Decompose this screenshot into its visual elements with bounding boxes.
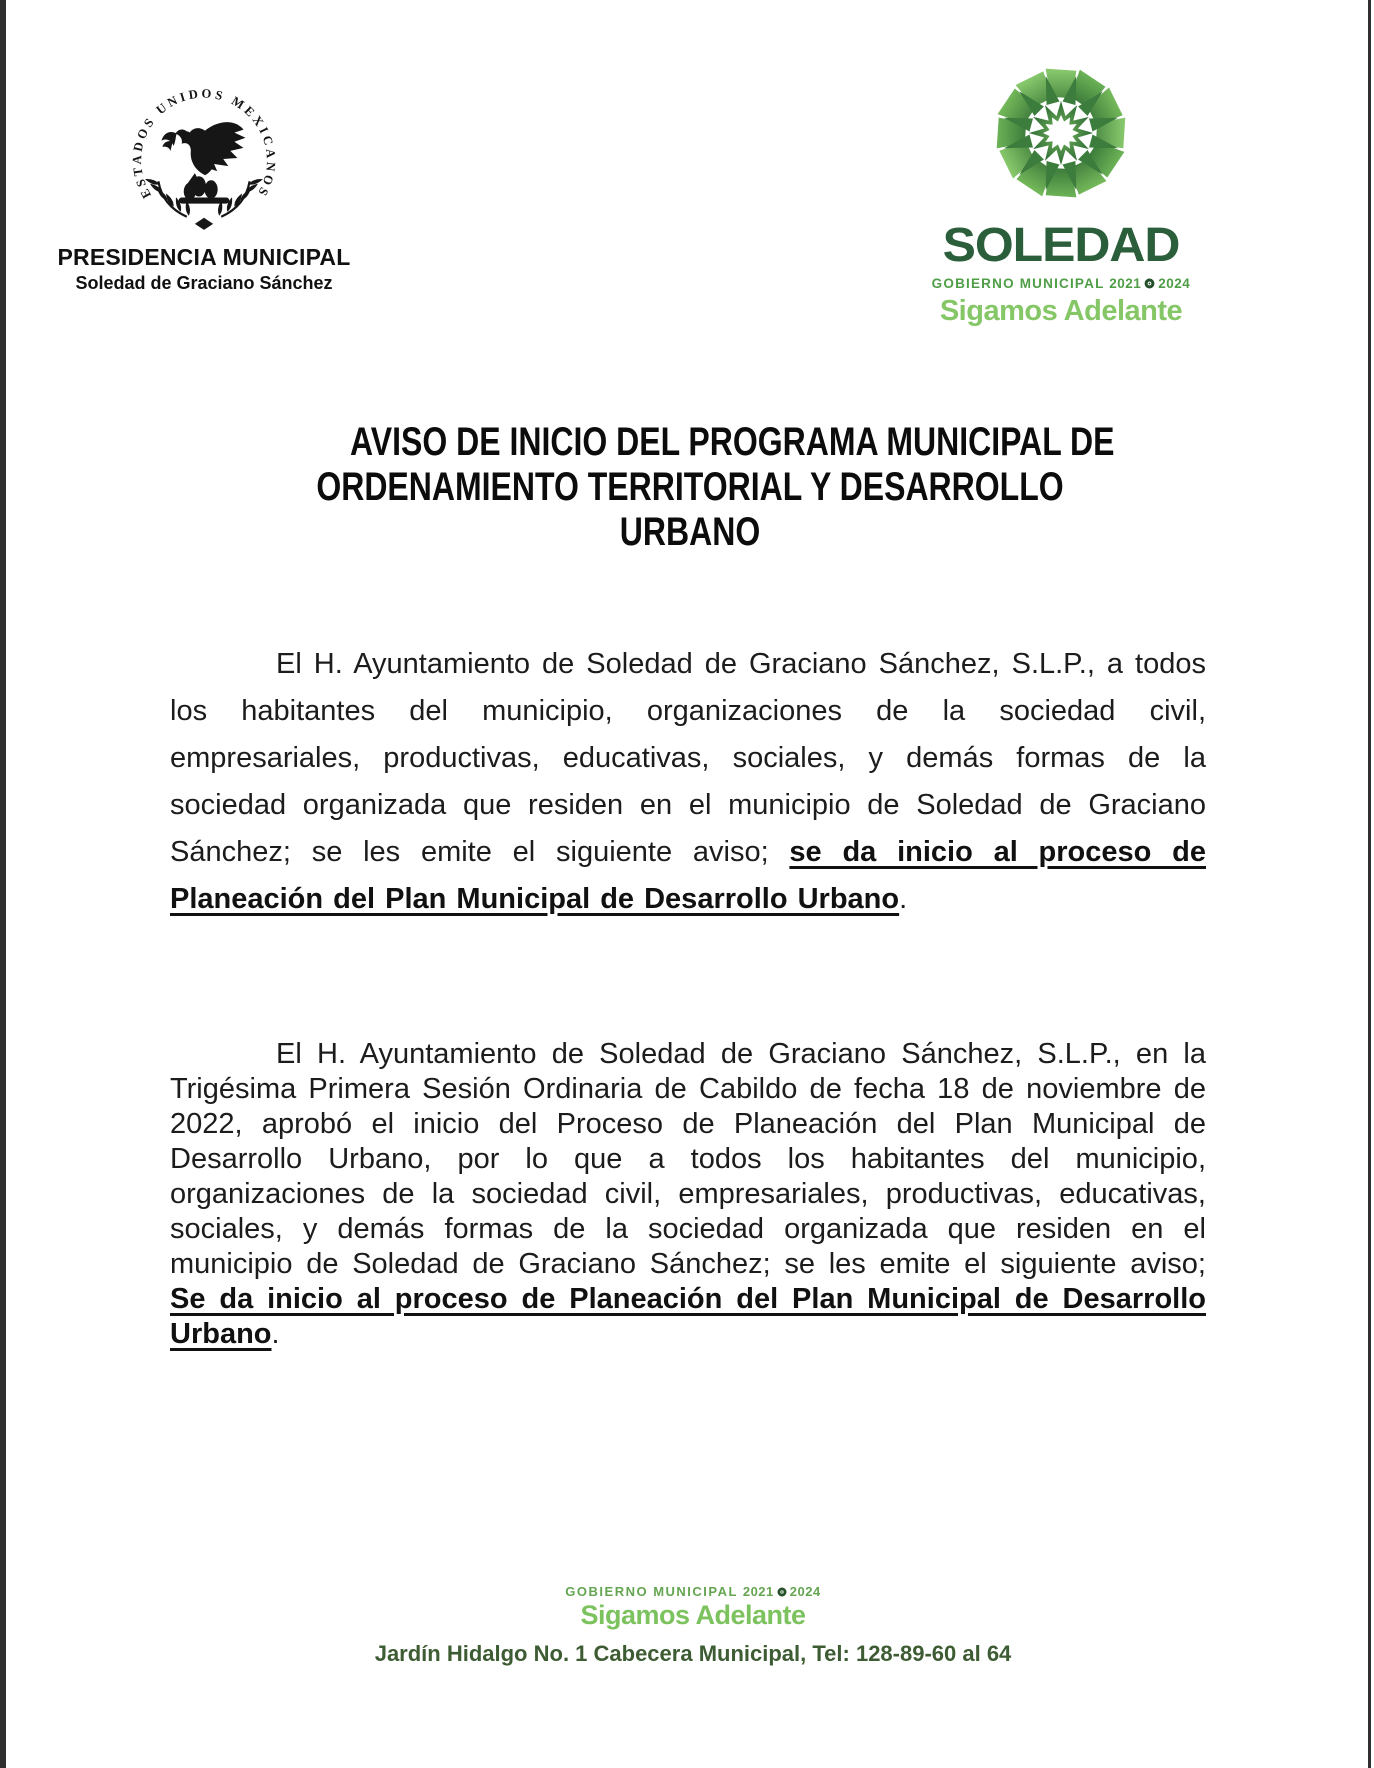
paragraph-text: El H. Ayuntamiento de Soledad de Graciano Sánchez, S.L.P., a todos los habitantes del municipio, organizaciones de la sociedad civil, empresariales, productivas, educativas, sociales, y demás formas de la sociedad organizada que residen en el municipio de Soledad de Graciano Sánchez; se les emite el siguiente aviso; xyxy=(170,648,1206,868)
gov-year-end: 2024 xyxy=(789,1584,821,1599)
gov-year-end: 2024 xyxy=(1158,276,1191,291)
page-footer xyxy=(173,1584,1213,1667)
soledad-starburst-logo-icon xyxy=(994,66,1128,200)
notice-paragraph-2 xyxy=(170,1037,1206,1352)
gov-year-start: 2021 xyxy=(1109,276,1142,291)
presidencia-subtitle: Soledad de Graciano Sánchez xyxy=(75,273,333,293)
notice-title-line: URBANO xyxy=(619,510,761,554)
footer-government-line xyxy=(173,1584,1213,1599)
gov-year-start: 2021 xyxy=(742,1584,774,1599)
mexico-coat-of-arms-icon xyxy=(128,84,280,236)
paragraph-closing: . xyxy=(899,883,908,915)
presidencia-header xyxy=(24,84,384,294)
notice-title-line: AVISO DE INICIO DEL PROGRAMA MUNICIPAL DE xyxy=(350,420,1115,464)
footer-slogan: Sigamos Adelante xyxy=(580,1600,806,1630)
soledad-brand-header xyxy=(930,66,1192,328)
gov-label: GOBIERNO MUNICIPAL xyxy=(931,276,1105,291)
brand-wordmark: SOLEDAD xyxy=(942,219,1180,272)
gov-label: GOBIERNO MUNICIPAL xyxy=(565,1584,738,1599)
notice-title-line: ORDENAMIENTO TERRITORIAL Y DESARROLLO xyxy=(316,465,1064,509)
paragraph-closing: . xyxy=(271,1318,280,1350)
scan-edge-right xyxy=(1368,0,1371,1768)
brand-slogan: Sigamos Adelante xyxy=(939,295,1183,327)
paragraph-emphasis: se da inicio al proceso de Planeación del Plan Municipal de Desarrollo Urbano xyxy=(170,836,1206,915)
paragraph-emphasis: Se da inicio al proceso de Planeación del Plan Municipal de Desarrollo Urbano xyxy=(170,1283,1206,1350)
paragraph-text: El H. Ayuntamiento de Soledad de Graciano Sánchez, S.L.P., en la Trigésima Primera Sesión Ordinaria de Cabildo de fecha 18 de noviembre de 2022, aprobó el inicio del Proceso de Planeación del Plan Municipal de Desarrollo Urbano, por lo que a todos los habitantes del municipio, organizaciones de la sociedad civil, empresariales, productivas, educativas, sociales, y demás formas de la sociedad organizada que residen en el municipio de Soledad de Graciano Sánchez; se les emite el siguiente aviso; xyxy=(170,1038,1206,1280)
scan-edge-left xyxy=(0,0,6,1768)
notice-title xyxy=(274,420,1115,555)
footer-address: Jardín Hidalgo No. 1 Cabecera Municipal, Tel: 128-89-60 al 64 xyxy=(374,1641,1012,1666)
presidencia-title: PRESIDENCIA MUNICIPAL xyxy=(57,244,351,270)
gear-icon xyxy=(1144,278,1155,289)
seal-legend: ESTADOS UNIDOS MEXICANOS xyxy=(130,86,279,201)
eagle-icon xyxy=(161,122,245,203)
gear-icon xyxy=(777,1587,787,1597)
notice-paragraph-1 xyxy=(170,641,1206,923)
brand-government-line xyxy=(930,276,1192,291)
